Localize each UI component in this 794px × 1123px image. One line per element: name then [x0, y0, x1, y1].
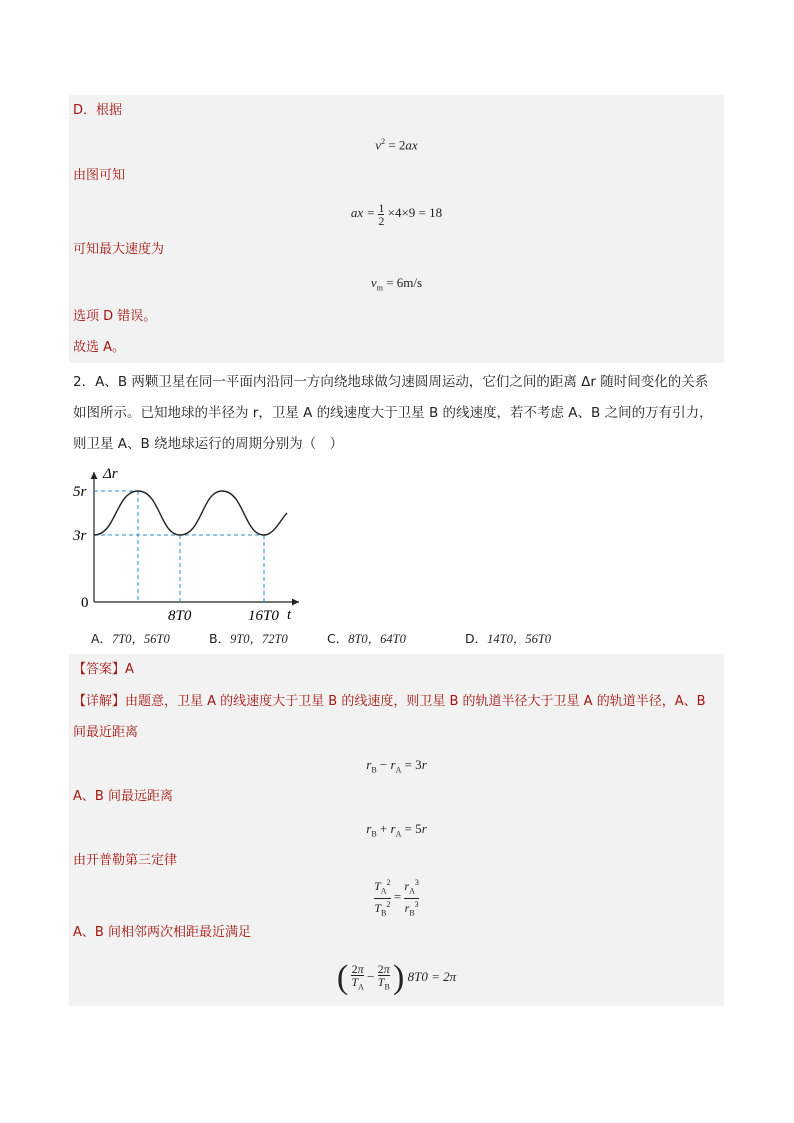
option-b[interactable] [209, 629, 327, 647]
question-line-2: 如图所示。已知地球的半径为 r，卫星 A 的线速度大于卫星 B 的线速度，若不考虑 A、B 之间的万有引力， [73, 405, 713, 421]
equation-v-squared: $v^2 = 2ax$ [375, 137, 418, 153]
option-a-letter: A． [91, 631, 113, 646]
option-d[interactable] [465, 629, 583, 647]
y-tick-0: 0 [81, 595, 89, 611]
detail-text-1: 由题意，卫星 A 的线速度大于卫星 B 的线速度，则卫星 B 的轨道半径大于卫星 A 的轨道半径，A、B [125, 694, 706, 709]
distance-curve [94, 491, 287, 535]
eq-ax-rest: ×4×9 = 18 [387, 205, 443, 220]
from-graph-text: 由图可知 [73, 168, 126, 183]
equation-rb-plus-ra: $r_B + r_A = 5r$ [366, 821, 427, 839]
y-axis-label: Δr [103, 466, 118, 482]
d-wrong-text: 选项 D 错误。 [73, 309, 157, 324]
equation-kepler: $\frac{T_A^2}{T_B^2}$ = $\frac{r_A^3}{r_B^3}$ [374, 878, 419, 917]
frac-num: 1 [378, 200, 385, 215]
option-c-value: 8T0，64T0 [348, 632, 406, 646]
frac-den: 2 [378, 213, 385, 228]
question-line-3: 则卫星 A、B 绕地球运行的周期分别为（ ） [73, 436, 344, 452]
equation-phase: ( $\frac{2\pi}{T_A}$ − $\frac{2\pi}{T_B}$ ) 8T0 = 2π [336, 959, 457, 997]
d-label: D．根据 [73, 103, 123, 118]
fraction-2pi-tb: $\frac{2\pi}{T_B}$ [377, 961, 390, 992]
max-speed-text: 可知最大速度为 [73, 242, 165, 257]
x-axis-label: t [287, 607, 292, 623]
delta-r-vs-time-graph [71, 464, 311, 624]
fraction-2pi-ta: $\frac{2\pi}{T_A}$ [351, 961, 364, 992]
page-content [69, 95, 724, 1006]
answer-value: A [125, 662, 134, 677]
option-d-letter: D． [465, 631, 488, 646]
option-a[interactable] [91, 629, 209, 647]
eq-phase-rest: 8T0 = 2π [407, 969, 457, 984]
prev-solution-block [69, 95, 724, 363]
x-tick-16T0: 16T0 [248, 608, 279, 624]
detail-line-2: 间最近距离 [73, 725, 139, 740]
detail-label: 【详解】 [73, 694, 126, 709]
answer-line [69, 654, 724, 686]
x-tick-8T0: 8T0 [168, 608, 192, 624]
equation-rb-minus-ra: $r_B - r_A = 3r$ [366, 757, 427, 775]
choose-text: 故选 A。 [73, 340, 126, 355]
question-line-1: 2．A、B 两颗卫星在同一平面内沿同一方向绕地球做匀速圆周运动，它们之间的距离 Δr 随时间变化的关系 [73, 374, 709, 390]
y-tick-3r: 3r [73, 528, 87, 544]
option-b-letter: B． [209, 631, 231, 646]
closest-text: A、B 间最远距离 [73, 789, 173, 804]
option-c[interactable] [327, 629, 465, 647]
option-a-value: 7T0，56T0 [112, 632, 170, 646]
equation-ax [69, 191, 724, 235]
kepler-text: 由开普勒第三定律 [73, 853, 178, 868]
equation-vm: $v_m = 6m/s$ [370, 275, 423, 293]
fraction-one-half [378, 202, 384, 227]
y-tick-5r: 5r [73, 484, 87, 500]
answer-block [69, 654, 724, 1006]
fraction-t-ratio: $\frac{T_A^2}{T_B^2}$ [374, 878, 391, 917]
fraction-r-ratio: $\frac{r_A^3}{r_B^3}$ [404, 878, 419, 917]
answer-options [69, 624, 724, 652]
condition-text: A、B 间相邻两次相距最近满足 [73, 925, 251, 940]
eq-ax-lhs: ax = [350, 205, 376, 220]
answer-label: 【答案】 [73, 662, 126, 677]
option-c-letter: C． [327, 631, 349, 646]
option-b-value: 9T0，72T0 [230, 632, 288, 646]
option-d-value: 14T0，56T0 [487, 632, 552, 646]
detail-line-1 [69, 686, 724, 718]
question-2 [69, 367, 724, 460]
